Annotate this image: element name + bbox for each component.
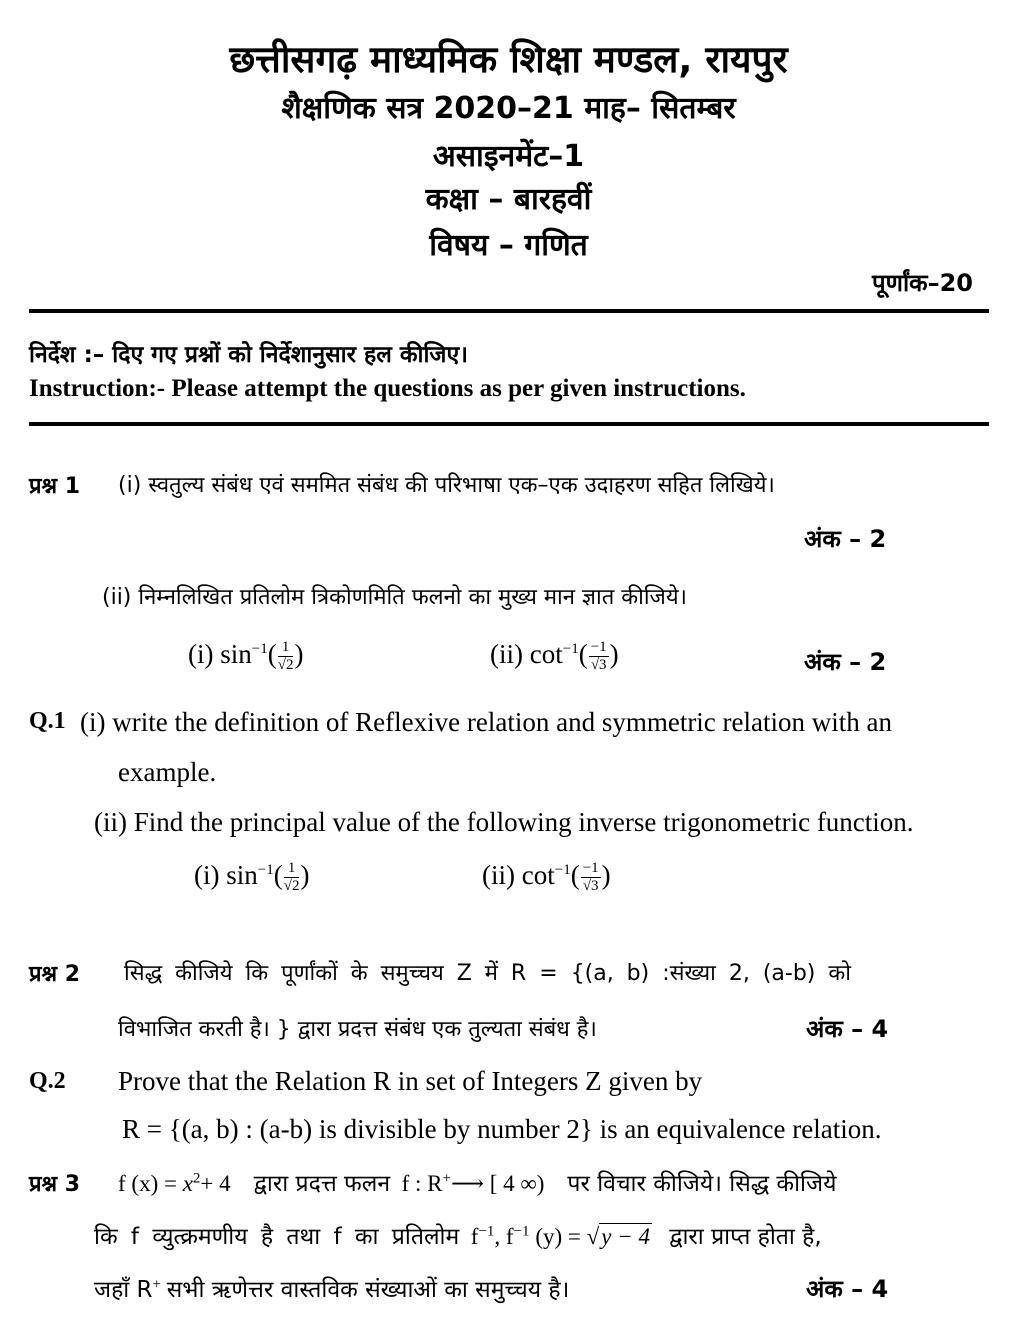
cot-prefix: (ii) cot xyxy=(490,639,563,669)
cot-prefix: (ii) cot xyxy=(482,860,555,890)
q3-consider: पर विचार कीजिये। सिद्ध कीजिये xyxy=(567,1171,837,1197)
q3-root: √ xyxy=(586,1224,600,1249)
q3-line3 xyxy=(94,1272,569,1304)
sin-prefix: (i) sin xyxy=(194,860,258,890)
q2-english-line2: R = {(a, b) : (a-b) is divisible by number 2} is an equivalence relation. xyxy=(122,1114,882,1144)
q2-english-line1: Prove that the Relation R in set of Integers Z given by xyxy=(118,1066,703,1096)
q1-part-i-english-line2: example. xyxy=(118,757,217,787)
inverse-exponent: −1 xyxy=(251,641,268,657)
q3-line2 xyxy=(94,1219,822,1251)
q1-part-ii-marks: अंक – 2 xyxy=(804,648,887,676)
q3-marks: अंक – 4 xyxy=(806,1275,889,1303)
q3-codomain: [ 4 ∞) xyxy=(489,1171,545,1196)
q1-label-hindi: प्रश्न 1 xyxy=(29,474,81,499)
q3-square: 2 xyxy=(192,1170,201,1187)
full-marks: पूर्णांक–20 xyxy=(871,269,973,297)
fraction xyxy=(284,861,300,894)
q3-invertible: कि f व्युत्क्रमणीय है तथा f का प्रतिलोम xyxy=(94,1224,460,1250)
inverse-exponent: −1 xyxy=(257,862,274,878)
fraction xyxy=(581,861,601,894)
instruction-english: Instruction:- Please attempt the questions as per given instructions. xyxy=(29,375,746,402)
q3-f: f xyxy=(470,1224,479,1249)
fraction-denominator: √3 xyxy=(590,657,607,674)
q3-plus-four: + 4 xyxy=(200,1171,231,1196)
q3-fx: f (x) = xyxy=(118,1171,183,1196)
session-line: शैक्षणिक सत्र 2020–21 माह– सितम्बर xyxy=(281,91,736,126)
fraction-numerator: −1 xyxy=(590,639,607,656)
top-divider xyxy=(29,309,989,313)
q1-label-english: Q.1 xyxy=(29,708,66,734)
q3-inv-sup: −1 xyxy=(478,1223,495,1240)
q3-plus-sup: + xyxy=(152,1276,161,1293)
q3-nonnegative: सभी ऋणेत्तर वास्तविक संख्याओं का समुच्चय है। xyxy=(166,1277,570,1303)
q3-comma-f: , f xyxy=(494,1224,514,1249)
q2-hindi-line1: सिद्ध कीजिये कि पूर्णांकों के समुच्चय Z में R = {(a, b) :संख्या 2, (a-b) को xyxy=(124,961,851,986)
q1-part-ii-hindi: (ii) निम्नलिखित प्रतिलोम त्रिकोणमिति फलनो का मुख्य मान ज्ञात कीजिये। xyxy=(102,585,687,610)
q2-hindi-line2: विभाजित करती है। } द्वारा प्रदत्त संबंध एक तुल्यता संबंध है। xyxy=(118,1017,597,1042)
q3-obtained: द्वारा प्राप्त होता है, xyxy=(669,1224,822,1250)
fraction-numerator: 1 xyxy=(284,861,300,878)
q2-label-english: Q.2 xyxy=(29,1068,66,1094)
q1-expr-cot-english: (ii) $\cot^{-1}$( $\frac{-1}{√3}$ ) xyxy=(482,860,611,895)
q1-part-i-english-line1: (i) write the definition of Reflexive relation and symmetric relation with an xyxy=(80,707,892,737)
class-line: कक्षा – बारहवीं xyxy=(425,182,592,217)
q1-part-ii-english: (ii) Find the principal value of the following inverse trigonometric function. xyxy=(94,807,914,837)
fraction xyxy=(278,640,294,673)
instruction-hindi: निर्देश :– दिए गए प्रश्नों को निर्देशानुसार हल कीजिए। xyxy=(29,342,468,368)
fraction xyxy=(589,640,609,673)
sin-prefix: (i) sin xyxy=(188,639,252,669)
q3-given-by: द्वारा प्रदत्त फलन xyxy=(253,1171,391,1197)
fraction-denominator: √2 xyxy=(277,657,294,674)
inverse-exponent: −1 xyxy=(554,862,571,878)
q1-part-i-hindi: (i) स्वतुल्य संबंध एवं सममित संबंध की परिभाषा एक–एक उदाहरण सहित लिखिये। xyxy=(118,473,775,498)
subject-line: विषय – गणित xyxy=(429,228,588,263)
q3-plus-sup: + xyxy=(442,1170,451,1187)
fraction-denominator: √2 xyxy=(283,878,300,895)
q1-expr-sin-english: (i) $\sin^{-1}$( $\frac{1}{√2}$ ) xyxy=(194,860,310,895)
q3-inv-sup: −1 xyxy=(513,1223,530,1240)
q2-label-hindi: प्रश्न 2 xyxy=(29,962,81,987)
q3-arrow: ⟶ xyxy=(450,1171,484,1196)
fraction-denominator: √3 xyxy=(582,878,599,895)
q1-part-i-marks: अंक – 2 xyxy=(804,525,887,553)
q3-x: x xyxy=(182,1171,193,1196)
fraction-numerator: −1 xyxy=(582,860,599,877)
q3-y-equals: (y) = xyxy=(529,1224,587,1249)
q2-marks: अंक – 4 xyxy=(806,1015,889,1043)
instruction-divider xyxy=(29,422,989,426)
q3-label-hindi: प्रश्न 3 xyxy=(29,1172,81,1197)
q3-radicand: y − 4 xyxy=(601,1224,650,1249)
fraction-numerator: 1 xyxy=(278,640,294,657)
q3-line1 xyxy=(118,1166,836,1198)
board-title: छत्तीसगढ़ माध्यमिक शिक्षा मण्डल, रायपुर xyxy=(229,38,788,81)
q3-where-r: जहाँ R xyxy=(94,1277,153,1303)
inverse-exponent: −1 xyxy=(562,641,579,657)
q3-f-domain: f : R xyxy=(401,1171,443,1196)
q1-expr-cot-hindi: (ii) $\cot^{-1}$( $\frac{-1}{√3}$ ) xyxy=(490,639,619,674)
q1-expr-sin-hindi: (i) $\sin^{-1}$( $\frac{1}{√2}$ ) xyxy=(188,639,304,674)
assignment-title: असाइनमेंट–1 xyxy=(432,139,585,174)
